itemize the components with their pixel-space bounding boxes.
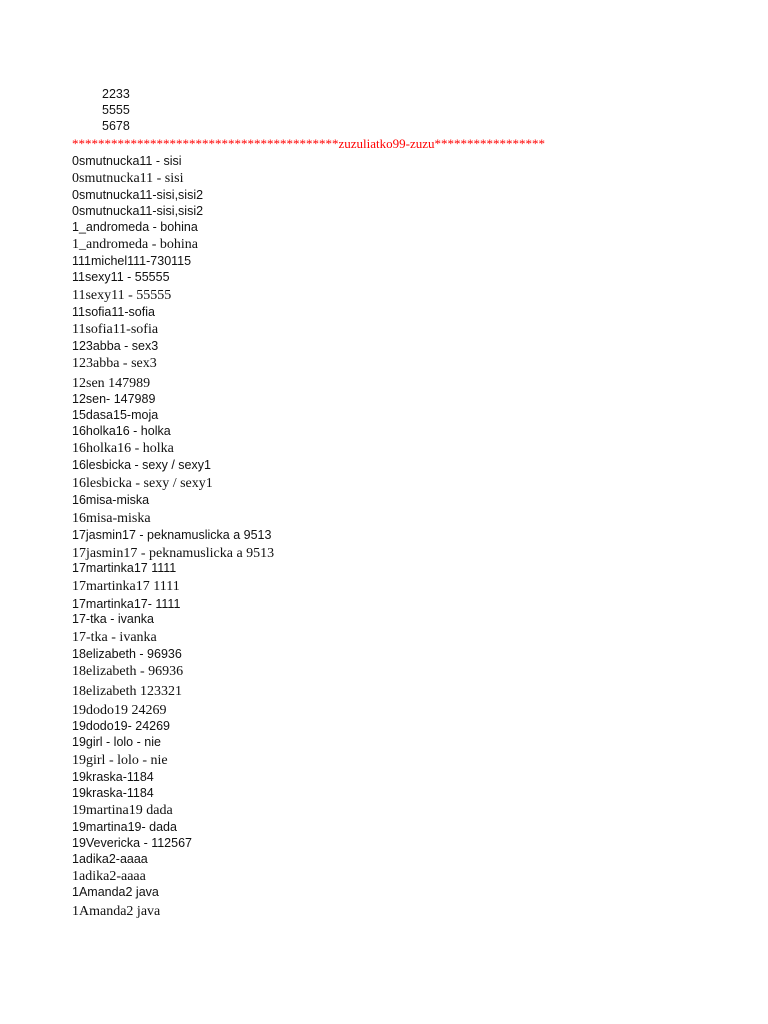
list-item: 17-tka - ivanka: [72, 612, 154, 626]
list-item: 17jasmin17 - peknamuslicka a 9513: [72, 528, 272, 542]
list-item: 1adika2-aaaa: [72, 869, 146, 884]
list-item: 0smutnucka11 - sisi: [72, 171, 184, 186]
list-item: 1_andromeda - bohina: [72, 220, 198, 234]
list-item: 16misa-miska: [72, 493, 150, 507]
list-item: 1adika2-aaaa: [72, 852, 148, 866]
list-item: 18elizabeth - 96936: [72, 647, 182, 661]
list-item: 11sexy11 - 55555: [72, 270, 170, 284]
list-item: 11sofia11-sofia: [72, 322, 159, 337]
list-item: 19dodo19 24269: [72, 703, 167, 718]
list-item: 19martina19 dada: [72, 803, 173, 818]
list-item: 16holka16 - holka: [72, 441, 174, 456]
list-item: 17-tka - ivanka: [72, 630, 157, 645]
list-item: 123abba - sex3: [72, 339, 159, 353]
list-item: 17martinka17 1111: [72, 579, 180, 594]
header-number: 5555: [102, 103, 130, 117]
list-item: 1Amanda2 java: [72, 904, 161, 919]
list-item: 1_andromeda - bohina: [72, 237, 198, 252]
list-item: 19kraska-1184: [72, 770, 154, 784]
list-item: 19kraska-1184: [72, 786, 154, 800]
list-item: 12sen- 147989: [72, 392, 156, 406]
list-item: 11sexy11 - 55555: [72, 288, 172, 303]
list-item: 17martinka17- 1111: [72, 597, 181, 611]
list-item: 18elizabeth - 96936: [72, 664, 184, 679]
list-item: 19dodo19- 24269: [72, 719, 171, 733]
list-item: 19girl - lolo - nie: [72, 753, 168, 768]
list-item: 16lesbicka - sexy / sexy1: [72, 476, 213, 491]
list-item: 17jasmin17 - peknamuslicka a 9513: [72, 546, 275, 561]
list-item: 0smutnucka11-sisi,sisi2: [72, 204, 204, 218]
list-item: 0smutnucka11 - sisi: [72, 154, 182, 168]
list-item: 19Vevericka - 112567: [72, 836, 192, 850]
list-item: 18elizabeth 123321: [72, 684, 183, 699]
list-item: 0smutnucka11-sisi,sisi2: [72, 188, 204, 202]
list-item: 17martinka17 1111: [72, 561, 177, 575]
list-item: 1Amanda2 java: [72, 885, 159, 899]
list-item: 111michel111-730115: [72, 254, 192, 268]
header-number: 5678: [102, 119, 130, 133]
list-item: 123abba - sex3: [72, 356, 157, 371]
list-item: 16lesbicka - sexy / sexy1: [72, 458, 211, 472]
separator-line: *****************************************zuzuliatko99-zuzu*****************: [72, 136, 546, 151]
header-number: 2233: [102, 87, 130, 101]
list-item: 16misa-miska: [72, 511, 151, 526]
list-item: 19girl - lolo - nie: [72, 735, 161, 749]
list-item: 11sofia11-sofia: [72, 305, 155, 319]
list-item: 19martina19- dada: [72, 820, 177, 834]
list-item: 15dasa15-moja: [72, 408, 159, 422]
list-item: 16holka16 - holka: [72, 424, 171, 438]
list-item: 12sen 147989: [72, 376, 151, 391]
